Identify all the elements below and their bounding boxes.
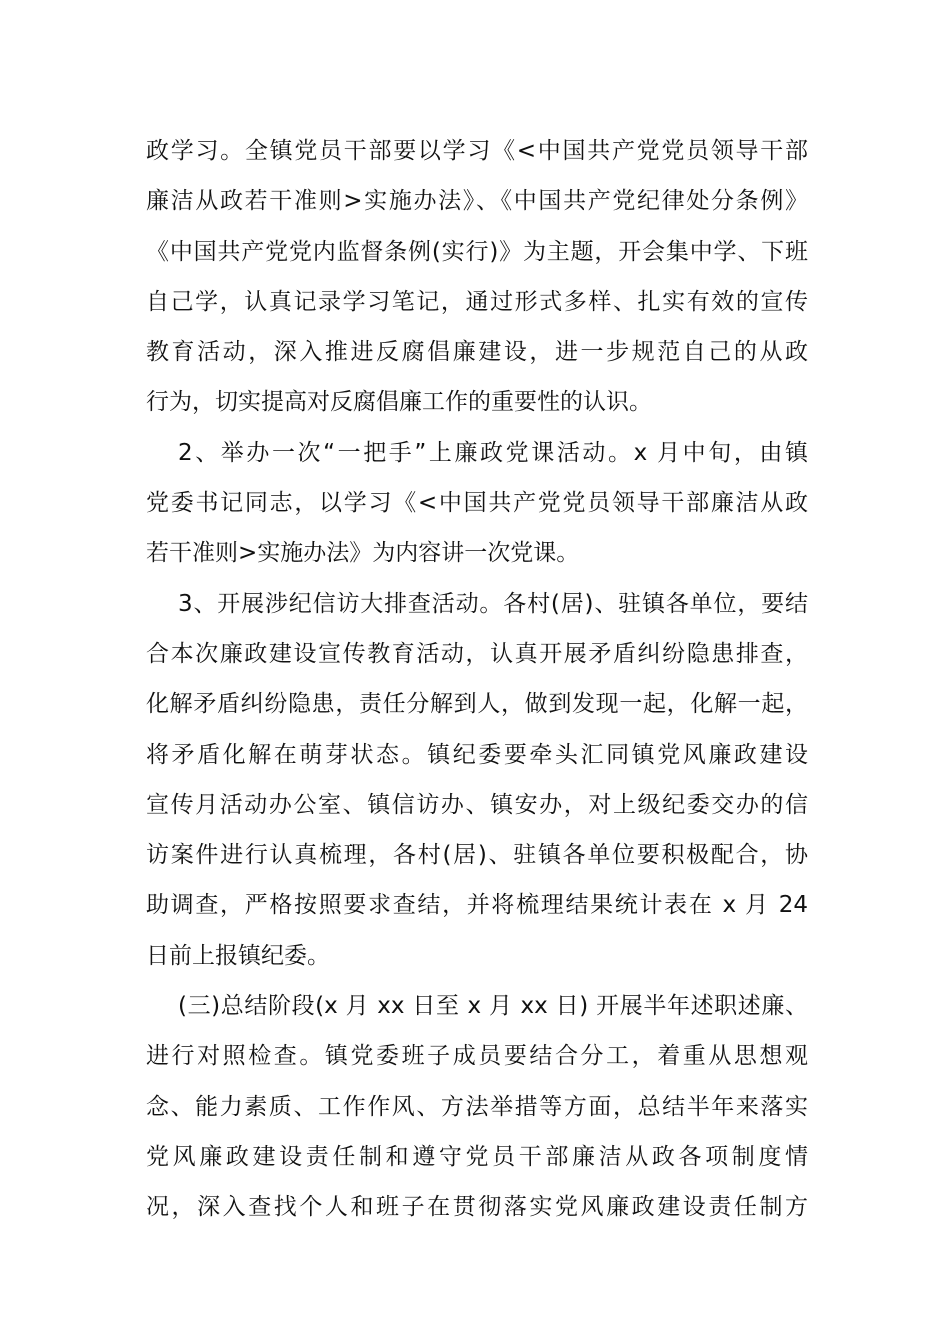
text-line: 访案件进行认真梳理，各村(居)、驻镇各单位要积极配合，协 (146, 842, 808, 869)
text-line: (三)总结阶段(x 月 xx 日至 x 月 xx 日) 开展半年述职述廉、 (178, 993, 808, 1020)
text-line: 宣传月活动办公室、镇信访办、镇安办，对上级纪委交办的信 (146, 791, 808, 818)
text-line: 党委书记同志，以学习《<中国共产党党员领导干部廉洁从政 (146, 490, 808, 517)
text-line: 廉洁从政若干准则>实施办法》、《中国共产党纪律处分条例》 (146, 188, 808, 215)
text-line: 况，深入查找个人和班子在贯彻落实党风廉政建设责任制方 (146, 1194, 808, 1221)
text-line: 将矛盾化解在萌芽状态。镇纪委要牵头汇同镇党风廉政建设 (146, 741, 808, 768)
text-line: 3、开展涉纪信访大排查活动。各村(居)、驻镇各单位，要结 (178, 590, 808, 617)
text-line: 2、举办一次“一把手”上廉政党课活动。x 月中旬，由镇 (178, 439, 808, 466)
text-line: 《中国共产党党内监督条例(实行)》为主题，开会集中学、下班 (146, 238, 808, 265)
text-line: 政学习。全镇党员干部要以学习《<中国共产党党员领导干部 (146, 138, 808, 164)
text-line: 化解矛盾纠纷隐患，责任分解到人，做到发现一起，化解一起， (146, 691, 808, 718)
text-line: 教育活动，深入推进反腐倡廉建设，进一步规范自己的从政 (146, 339, 808, 366)
text-line: 若干准则>实施办法》为内容讲一次党课。 (146, 540, 580, 567)
text-line: 行为，切实提高对反腐倡廉工作的重要性的认识。 (146, 389, 652, 416)
text-line: 助调查，严格按照要求查结，并将梳理结果统计表在 x 月 24 (146, 892, 808, 919)
document-body-text (146, 126, 808, 1233)
text-line: 进行对照检查。镇党委班子成员要结合分工，着重从思想观 (146, 1043, 808, 1070)
text-line: 合本次廉政建设宣传教育活动，认真开展矛盾纠纷隐患排查， (146, 640, 808, 667)
text-line: 日前上报镇纪委。 (146, 942, 330, 969)
text-line: 念、能力素质、工作作风、方法举措等方面，总结半年来落实 (146, 1093, 808, 1120)
text-line: 自己学，认真记录学习笔记，通过形式多样、扎实有效的宣传 (146, 288, 808, 315)
text-line: 党风廉政建设责任制和遵守党员干部廉洁从政各项制度情 (146, 1143, 808, 1170)
